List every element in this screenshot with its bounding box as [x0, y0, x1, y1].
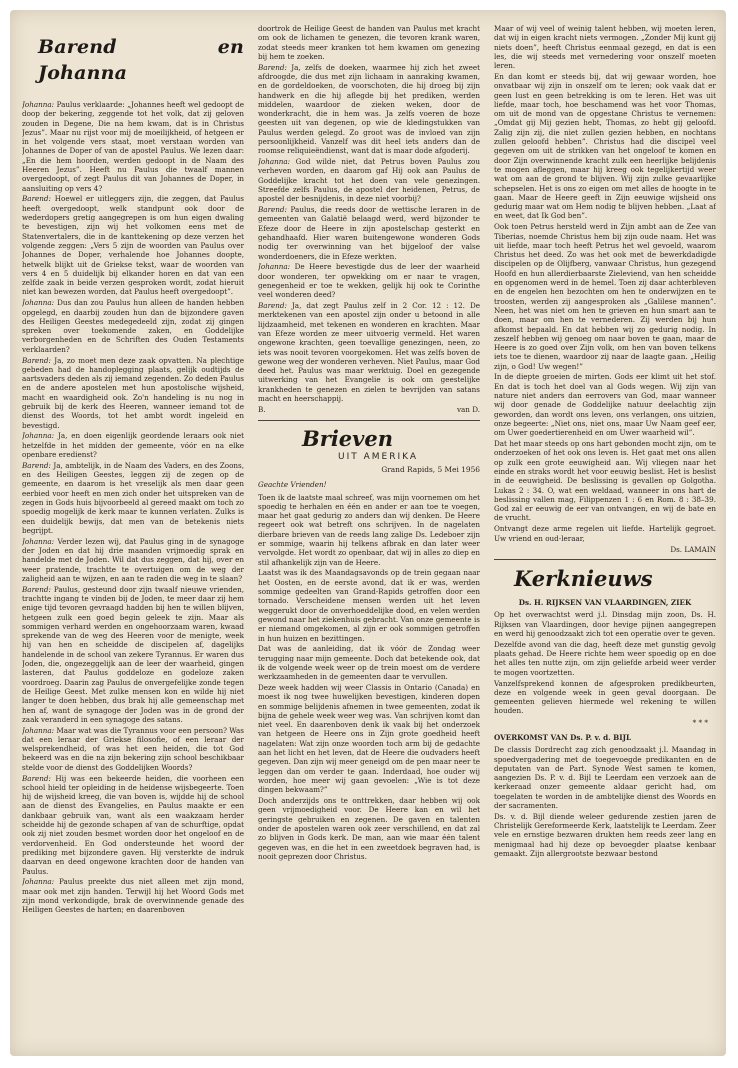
dialogue-body-continued — [258, 63, 480, 404]
section-title-brieven: Brieven — [302, 425, 393, 451]
speaker-label: Barend: — [22, 355, 51, 365]
news-paragraph: Vanzelfsprekend konnen de afgesproken predikbeurten, deze en volgende week in geen geval doorgaan. De gemeenten gelieven hiermede wel rekening te willen houden. — [494, 678, 716, 716]
letter-dateline: Grand Rapids, 5 Mei 1956 — [381, 464, 480, 474]
signature-initial: B. — [258, 405, 266, 415]
dialogue-paragraph — [258, 157, 480, 203]
continued-paragraph: doortrok de Heilige Geest de handen van Paulus met kracht om ook de lichamen te genezen, die tevoren krank waren, zodat steeds meer kranken tot hem kwamen om genezing bij hem te zoeken. — [258, 24, 480, 61]
speaker-label: Johanna: — [258, 157, 291, 167]
letter-paragraph: Maar of wij veel of weinig talent hebben, wij moeten leren, dat wij in eigen kracht niets vermogen. „Zonder Mij kunt gij niets doen”, heeft Christus eenmaal gezegd, en dat is een les, die wij steeds met vernedering voor onszelf moeten leren. — [494, 24, 716, 71]
speaker-label: Barend: — [22, 460, 51, 470]
letter-body-continued — [494, 24, 716, 543]
newspaper-page — [10, 10, 726, 1056]
dialogue-text: Hij was een bekeerde heiden, die voorheen een school hield ter opleiding in de heidense wijsbegeerte. Toen hij de wijsheid kreeg, die van boven is, wijdde hij de school aan de dienst des Evangelies, en Paulus maakte er een dankbaar gebruik van, want als een waakzaam herder scheidde hij de gezonde schapen af van de schurftige, opdat ook zij niet zouden besmet worden door het ongeloof en de verdorvenheid. En God ondersteunde het woord der prediking met bijzondere gaven. Hij versterkte de indruk daarvan en deed ongewone krachten door de handen van Paulus. — [22, 773, 244, 876]
letter-paragraph: Deze week hadden wij weer Classis in Ontario (Canada) en moest ik nog twee huwelijken bevestigen, kinderen dopen en sommige belijdenis afnemen in twee gemeenten, zodat ik bijna de gehele week weer weg was. Van schrijven komt dan niet veel. En daarenboven denk ik vaak bij het onderzoek van hetgeen de Heere ons in Zijn grote goedheid heeft nagelaten: Wat zijn onze woorden toch arm bij de gedachte aan het licht en het leven, dat de Heere die oudvaders heeft gegeven. Dan zijn wij meer geneigd om de pen maar neer te leggen dan om verder te gaan. Inderdaad, hoe ouder wij worden, hoe meer wij gaan gevoelen: „Wie is tot deze dingen bekwaam?” — [258, 683, 480, 795]
letter-paragraph: In de diepte groeien de mirten. Gods eer klimt uit het stof. En dat is toch het doel van al Gods wegen. Wij zijn van nature niet anders dan eerrovers van God, maar wanneer wij door genade de Goddelijke natuur deelachtig zijn geworden, dan wordt ons leven, ons verlangen, ons uitzien, onze begeerte: „Niet ons, niet ons, maar Uw Naam geef eer, om Uwer goedertierenheid en om Uwer waarheid wil”. — [494, 372, 716, 438]
dialogue-text: Paulus, gesteund door zijn twaalf nieuwe vrienden, trachtte ingang te vinden bij de Joden, te meer daar zij hem enige tijd tevoren gevraagd hadden bij hen te willen blijven, hetgeen zulk een goed begin geleek te zijn. Maar als sommigen verhard werden en ongehoorzaam waren, kwaad sprekende van de weg des Heeren voor de menigte, week hij van hen en scheidde de discipelen af, dagelijks handelende in de school van zekere Tyrannus. Er waren dus Joden, die, ongezeggelijk aan de leer der waarheid, gingen lasteren, dat Paulus goddeloze en godeloze zaken voordroeg. Daarin zag Paulus de onvergefelijke zonde tegen de Heilige Geest. Met zulke mensen kon en wilde hij niet langer te doen hebben, dus brak hij alle gemeenschap met hen af, want de synagoge der Joden was in de grond der zaak veranderd in een synagoge des satans. — [22, 584, 244, 724]
speaker-label: Barend: — [258, 62, 287, 72]
dialogue-text: God wilde niet, dat Petrus boven Paulus zou verheven worden, en daarom gaf Hij ook aan Paulus de Goddelijke kracht tot het doen van vele genezingen. Streefde zelfs Paulus, de apostel der heidenen, Petrus, de apostel der besnijdenis, in deze niet voorbij? — [258, 157, 480, 204]
news-paragraph: Dezelfde avond van die dag, heeft deze met gunstig gevolg plaats gehad. De Heere richte hem weer spoedig op en doe het alles ten nutte zijn, om zijn geliefde arbeid weer verder te mogen voortzetten. — [494, 639, 716, 677]
news-paragraph: Op het overwachtst werd j.l. Dinsdag mijn zoon, Ds. H. Rijksen van Vlaardingen, door hevige pijnen aangegrepen en werd hij genoodzaakt zich tot een operatie over te geven. — [494, 610, 716, 639]
letter-paragraph: Laatst was ik des Maandagsavonds op de trein gegaan naar het Oosten, en de eerste avond, dat ik er was, werden sommige gedeelten van Grand-Rapids getroffen door een tornado. Verscheidene mensen werden uit het leven weggerukt door de onverhoeddelijke dood, en velen werden gewond naar het ziekenhuis gebracht. Van onze gemeente is er niemand omgekomen, al zijn er ook sommigen getroffen in hun huizen en bezittingen. — [258, 568, 480, 643]
letter-body — [258, 493, 480, 862]
dialogue-text: Paulus verklaarde: „Johannes heeft wel gedoopt de doop der bekering, zeggende tot het volk, dat zij geloven zouden in Degene, Die na hem kwam, dat is in Christus Jezus”. Maar nu rijst voor mij de moeilijkheid, of hetgeen er in het volgende vers staat, moet verstaan worden van Johannes de Doper of van de apostel Paulus. We lezen daar: „En die hem hoorden, werden gedoopt in de Naam des Heeren Jezus”. Heeft nu Paulus die twaalf mannen overgedoopt, of zegt Paulus dit van Johannes de Doper, in aansluiting op vers 4? — [22, 100, 244, 193]
speaker-label: Barend: — [22, 194, 51, 204]
letter-paragraph: En dan komt er steeds bij, dat wij gewaar worden, hoe onvatbaar wij zijn in onszelf om te leren; ook vaak dat er geen lust en geen betrekking is om te leren. Het was uit liefde, maar toch, hoe beschamend was het voor Thomas, om uit de mond van de opgestane Christus te vernemen: „Omdat gij Mij gezien hebt, Thomas, zo hebt gij geloofd. Zalig zijn zij, die niet zullen gezien hebben, en nochtans zullen geloofd hebben”. Christus had die discipel veel gegeven om uit de strikken van het ongeloof te komen en door Zijn overwinnende kracht zulk een heerlijke belijdenis te mogen afleggen, maar hij kreeg ook tegelijkertijd weer wat om aan de grond te blijven. Wij zijn zulke gevaarlijke schepselen. Het is ons zo eigen om met alles de hoogte in te gaan. Maar de Heere geeft in Zijn eeuwige wijsheid ons gedurig maar wat om Hem nodig te blijven hebben. „Laat af en weet, dat Ik God ben”. — [494, 71, 716, 221]
dialogue-paragraph — [22, 461, 244, 535]
speaker-label: Johanna: — [22, 298, 55, 308]
dialogue-body — [22, 100, 244, 915]
news-body-rijksen — [494, 610, 716, 715]
speaker-label: Johanna: — [22, 431, 55, 441]
speaker-label: Barend: — [22, 584, 51, 594]
dialogue-text: Ja, dat zegt Paulus zelf in 2 Cor. 12 : 12. De merktekenen van een apostel zijn onder u betoond in alle lijdzaamheid, met tekenen en wonderen en krachten. Maar van Efeze worden ze meer uitvoerig vermeld. Het waren ongewone krachten, geen toevallige genezingen, neen, zo iets was nooit tevoren voorgekomen. Het was zelfs boven de gewone weg der wonderen verheven. Niet Paulus, maar God deed het. Paulus was maar werktuig. Doel en gezegende uitwerking van het Evangelie is ook om geestelijke krankheden te genezen en zielen te bevrijden van satans macht en heerschappij. — [258, 301, 480, 404]
news-heading-rijksen: Ds. H. RIJKSEN VAN VLAARDINGEN, ZIEK — [518, 598, 692, 608]
letter-paragraph: Doch anderzijds ons te onttrekken, daar hebben wij ook geen vrijmoedigheid voor. De Heere kan en wil het geringste gebruiken en zegenen. De gaven en talenten onder de apostelen waren ook zeer verschillend, en dat zal zo blijven in Gods kerk. De man, aan wie maar één talent gegeven was, en die het in een zweetdoek begraven had, is nooit geprezen door Christus. — [258, 796, 480, 861]
news-body-van-der-bijl — [494, 745, 716, 858]
dialogue-text: Hoewel er uitleggers zijn, die zeggen, dat Paulus heeft overgedoopt, welk standpunt ook door de wederdopers gretig aangegrepen is om hun eigen dwaling te bevestigen, zijn wij het volkomen eens met de Statenvertalers, die in de kanttekening op deze verzen het volgende zeggen: „Vers 5 zijn de woorden van Paulus over Johannes de Doper, verhalende hoe Johannes doopte, hetwelk blijkt uit de Griekse tekst, waar de woorden van vers 4 en 5 duidelijk bij elkander horen en dat van een zelfde zaak in beide verzen gesproken wordt, zodat hieruit niet kan bewezen worden, dat Paulus heeft overgedoopt”. — [22, 194, 244, 297]
dialogue-paragraph — [22, 194, 244, 296]
speaker-label: Johanna: — [22, 536, 55, 546]
letter-paragraph: Ook toen Petrus hersteld werd in Zijn ambt aan de Zee van Tiberias, noemde Christus hem bij zijn oude naam. Het was uit liefde, maar toch heeft Petrus het wel gevoeld, waarom Christus het deed. Zo was het ook met de bewerkdadigde discipelen op de Olijfberg, vanwaar Christus, hun gezegend Hoofd en hun allerdierbaarste Zieleviend, van hen scheidde en opgenomen werd in de hemel. Toen zij daar achterbleven en de engelen hen bezochten om hen te onderwijzen en te troosten, werden zij aangesproken als „Galilese mannen”. Neen, het was niet om hen te grieven en hun smart aan te doen, maar om hen te vernederen. Zij werden bij hun afkomst bepaald. En dat hebben wij zo gedurig nodig. In zeszelf hebben wij genoeg om naar boven te gaan, maar de Heere is zo goed over Zijn volk, om hen van boven telkens iets toe te dienen, waardoor zij naar de laagte gaan. „Heilig zijn, o God! Uw wegen!” — [494, 222, 716, 371]
news-paragraph: Ds. v. d. Bijl diende weleer gedurende zestien jaren de Christelijk Gereformeerde Kerk, laatstelijk te Leerdam. Zeer vele en ernstige bezwaren drukten hem reeds zeer lang en menigmaal had hij deze op bevoegder plaatse kenbaar gemaakt. Zijn allergrootste bezwaar bestond — [494, 811, 716, 859]
dialogue-text: Paulus preekte dus niet alleen met zijn mond, maar ook met zijn handen. Terwijl hij het Woord Gods met zijn mond verkondigde, brak de overwinnende genade des Heiligen Geestes de harten; en daarenboven — [22, 877, 244, 915]
letter-signature: Ds. LAMAIN — [670, 544, 716, 554]
speaker-label: Barend: — [258, 205, 287, 215]
dialogue-paragraph — [258, 205, 480, 261]
dialogue-text: Ja, ambtelijk, in de Naam des Vaders, en des Zoons, en des Heiligen Geestes, leggen zij de zegen op de gemeente, en daarom is het vreselijk als men daar geen eerbied voor heeft en men zich onder het uitspreken van de zegen in Gods huis bijvoorbeeld al gereed maakt om toch zo spoedig mogelijk de kerk maar te kunnen verlaten. Zulks is een duidelijk bewijs, dat men van de betekenis niets begrijpt. — [22, 460, 244, 535]
dialogue-paragraph — [22, 877, 244, 914]
dialogue-paragraph — [22, 726, 244, 772]
letter-paragraph: Dat was de aanleiding, dat ik vóór de Zondag weer terugging naar mijn gemeente. Doch dat betekende ook, dat ik de volgende week weer op de trein moest om de verdere werkzaamheden in de gemeenten daar te vervullen. — [258, 644, 480, 682]
news-heading-van-der-bijl: OVERKOMST VAN Ds. P. v. d. BIJL — [494, 732, 632, 742]
letter-paragraph: Dat het maar steeds op ons hart gebonden mocht zijn, om te onderzoeken of het ook ons leven is. Het gaat met ons allen op zulk een grote eeuwigheid aan. Wij vliegen naar het einde en straks wordt het voor eeuwig beslist. Het is beslist in de eeuwigheid. De beslissing is gevallen op Golgotha. Lukas 2 : 34. O, wat een weldaad, wanneer in ons hart de beslissing vallen mag, Filippenzen 1 : 6 en Rom. 8 : 38–39. God zal er eeuwig de eer van ontvangen, en wij de bate en de vrucht. — [494, 439, 716, 523]
letter-paragraph: Toen ik de laatste maal schreef, was mijn voornemen om het spoedig te herhalen en één en ander er aan toe te voegen, maar het gaat gedurig zo anders dan wij denken. De Heere regeert ook wat betreft ons schrijven. In de nagelaten dierbare brieven van de reeds lang zalige Ds. Ledeboer zijn er sommige, waarin hij telkens afbrak en dan later weer vervolgde. Het wordt zo openbaar, dat wij in alles zo diep en stil afhankelijk zijn van de Heere. — [258, 492, 480, 567]
news-paragraph: De classis Dordrecht zag zich genoodzaakt j.l. Maandag in spoedvergadering met de toegevoegde predikanten en de deputaten van de Part. Synode West samen te komen, aangezien Ds. P. v. d. Bijl te Leerdam een verzoek aan de kerkeraad onzer gemeente aldaar gericht had, om toegelaten te worden in de ambtelijke dienst des Woords en der sacramenten. — [494, 745, 716, 811]
dialogue-text: Maar wat was die Tyrannus voor een persoon? Was dat een leraar der Griekse filosofie, of een leraar der welsprekendheid, of was het een heiden, die tot God bekeerd was en die na zijn bekering zijn school beschikbaar stelde voor de dienst des Goddelijken Woords? — [22, 725, 244, 772]
dialogue-paragraph — [22, 774, 244, 876]
dialogue-paragraph — [258, 262, 480, 299]
dialogue-paragraph — [258, 301, 480, 403]
dialogue-paragraph — [22, 298, 244, 354]
section-divider — [258, 420, 480, 421]
column-1 — [22, 24, 244, 1044]
article-signature — [258, 405, 480, 414]
letter-paragraph: Ontvangt deze arme regelen uit liefde. Hartelijk gegroet. Uw vriend en oud-leraar, — [494, 524, 716, 543]
dialogue-text: Ja, zelfs de doeken, waarmee hij zich het zweet afdroogde, die dus met zijn lichaam in aanraking kwamen, en de gordeldoeken, de voorschoten, die hij droeg bij zijn handwerk en die hij aflegde bij het prediken, werden middelen, waardoor de zieken weken, door de wonderkracht, die in hem was. Ja zelfs voeren de boze geesten uit van degenen, op wie de kledingstukken van Paulus werden gelegd. Zo groot was de invloed van zijn persoonlijkheid. Vanzelf was dit heel iets anders dan de roomse reliquieëndienst, want dat is maar dode afgoderij. — [258, 62, 480, 156]
dialogue-paragraph — [22, 537, 244, 583]
dialogue-paragraph — [22, 585, 244, 724]
speaker-label: Johanna: — [22, 725, 55, 735]
dialogue-paragraph — [22, 356, 244, 430]
column-2 — [258, 24, 480, 1044]
column-3 — [494, 24, 716, 1044]
signature-name: van D. — [456, 405, 480, 415]
section-divider — [494, 559, 716, 560]
article-title-barend-en-johanna: Barend en Johanna — [38, 36, 244, 84]
separator-stars: * * * — [692, 717, 708, 727]
dialogue-text: Paulus, die reeds door de wettische leraren in de gemeenten van Galatië belaagd werd, werd bijzonder te Efeze door de Heere in zijn apostelschap gesterkt en gehandhaafd. Hier waren buitengewone wonderen Gods nodig ter overwinning van het bijgeloof der valse wonderdoeners, die in Efeze werkten. — [258, 205, 480, 261]
dialogue-paragraph — [258, 63, 480, 156]
speaker-label: Johanna: — [22, 877, 55, 887]
dialogue-paragraph — [22, 431, 244, 459]
section-title-kerknieuws: Kerknieuws — [514, 566, 653, 592]
speaker-label: Barend: — [22, 773, 51, 783]
speaker-label: Barend: — [258, 301, 287, 311]
dialogue-text: Ja, zo moet men deze zaak opvatten. Na plechtige gebeden had de handoplegging plaats, gelijk oudtijds de aartsvaders deden als zij iemand zegenden. Zo deden Paulus en de andere apostelen met hun apostolische wijsheid, macht en waardigheid ook. Zo'n handeling is nu nog in gebruik bij de kerk des Heeren, wanneer iemand tot de dienst des Woords, tot het ambt wordt ingeleid en bevestigd. — [22, 355, 244, 430]
speaker-label: Johanna: — [22, 100, 55, 109]
dialogue-paragraph — [22, 100, 244, 193]
section-subtitle-uit-amerika: UIT AMERIKA — [338, 451, 419, 462]
speaker-label: Johanna: — [258, 262, 291, 272]
dialogue-text: Dus dan zou Paulus hun alleen de handen hebben opgelegd, en daarbij zouden hun dan de bijzondere gaven des Heiligen Geestes medegedeeld zijn, zodat zij gingen spreken over toekomende zaken, en Goddelijke verborgenheden en de Schriften des Ouden Testaments verklaarden? — [22, 298, 244, 354]
dialogue-text: De Heere bevestigde dus de leer der waarheid door wonderen, ter opwekking om er naar te vragen, genegenheid er toe te wekken, gelijk hij ook te Corinthe veel wonderen deed? — [258, 262, 480, 300]
dialogue-text: Ja, en doen eigenlijk geordende leraars ook niet hetzelfde in het midden der gemeente, vóór en na elke openbare eredienst? — [22, 431, 244, 459]
letter-salutation: Geachte Vrienden! — [258, 480, 327, 490]
dialogue-text: Verder lezen wij, dat Paulus ging in de synagoge der Joden en dat hij drie maanden vrijmoedig sprak en handelde met de Joden. Wil dat dus zeggen, dat hij, over en weer pratende, trachtte te overtuigen om de weg der zaligheid aan te wijzen, en aan te raden die weg in te slaan? — [22, 536, 244, 583]
